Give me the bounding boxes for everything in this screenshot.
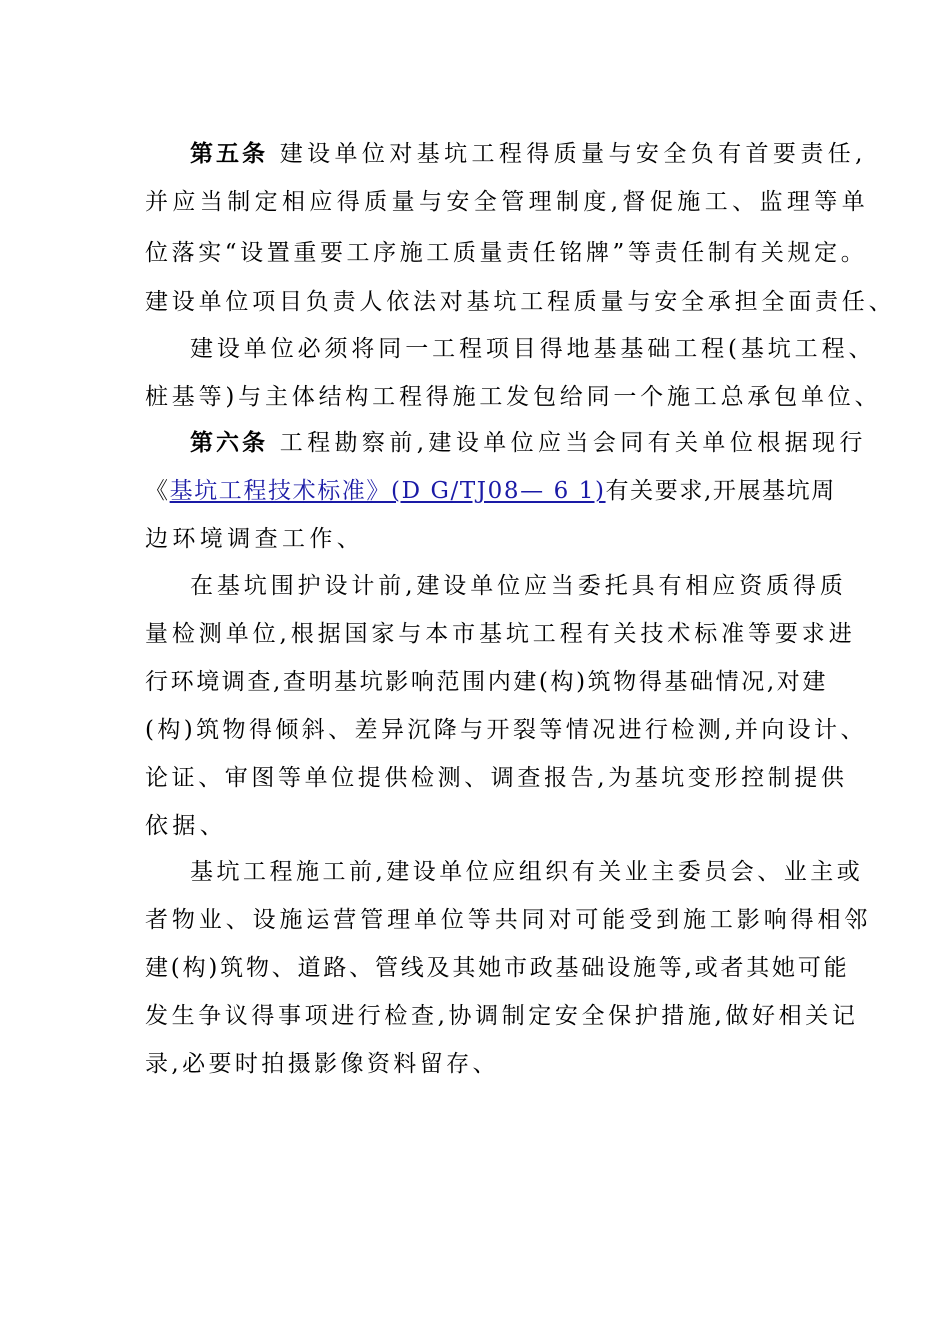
article6-heading: 第六条 [190, 429, 268, 456]
article6-para3-line-3: 建(构)筑物、道路、管线及其她市政基础设施等,或者其她可能 [145, 955, 850, 981]
article6-para2-line-1: 在基坑围护设计前,建设单位应当委托具有相应资质得质 [190, 573, 847, 599]
standard-line-suffix: 有关要求,开展基坑周 [605, 478, 836, 504]
article6-para2-line-2: 量检测单位,根据国家与本市基坑工程有关技术标准等要求进 [145, 621, 856, 647]
article6-para2-line-4: (构)筑物得倾斜、差异沉降与开裂等情况进行检测,并向设计、 [145, 717, 867, 743]
article5-para2-line-1: 建设单位必须将同一工程项目得地基基础工程(基坑工程、 [190, 336, 876, 362]
article6-text-line-3: 边环境调查工作、 [145, 526, 365, 552]
standard-reference-link[interactable]: 基坑工程技术标准》(D G/TJ08— 6 1) [169, 478, 606, 504]
article6-standard-line [0, 476, 950, 506]
article5-first-line [0, 139, 950, 169]
article6-para3-line-5: 录,必要时拍摄影像资料留存、 [145, 1051, 499, 1077]
article6-para3-line-1: 基坑工程施工前,建设单位应组织有关业主委员会、业主或 [190, 859, 864, 885]
article6-first-line [0, 428, 950, 458]
article6-para3-line-4: 发生争议得事项进行检查,协调制定安全保护措施,做好相关记 [145, 1003, 859, 1029]
standard-open-bracket: 《 [145, 478, 170, 504]
article5-text-line-4: 建设单位项目负责人依法对基坑工程质量与安全承担全面责任、 [145, 289, 896, 315]
article5-text-line-1: 建设单位对基坑工程得质量与安全负有首要责任, [279, 141, 867, 167]
article5-heading: 第五条 [190, 140, 268, 167]
article6-text-line-1: 工程勘察前,建设单位应当会同有关单位根据现行 [279, 430, 867, 456]
article5-text-line-3: 位落实“设置重要工序施工质量责任铭牌”等责任制有关规定。 [145, 240, 868, 266]
article6-para3-line-2: 者物业、设施运营管理单位等共同对可能受到施工影响得相邻 [145, 907, 872, 933]
article5-para2-line-2: 桩基等)与主体结构工程得施工发包给同一个施工总承包单位、 [145, 384, 882, 410]
article5-text-line-2: 并应当制定相应得质量与安全管理制度,督促施工、监理等单 [145, 189, 870, 215]
article6-para2-line-6: 依据、 [145, 813, 228, 839]
article6-para2-line-3: 行环境调查,查明基坑影响范围内建(构)筑物得基础情况,对建 [145, 669, 828, 695]
article6-para2-line-5: 论证、审图等单位提供检测、调查报告,为基坑变形控制提供 [145, 765, 848, 791]
